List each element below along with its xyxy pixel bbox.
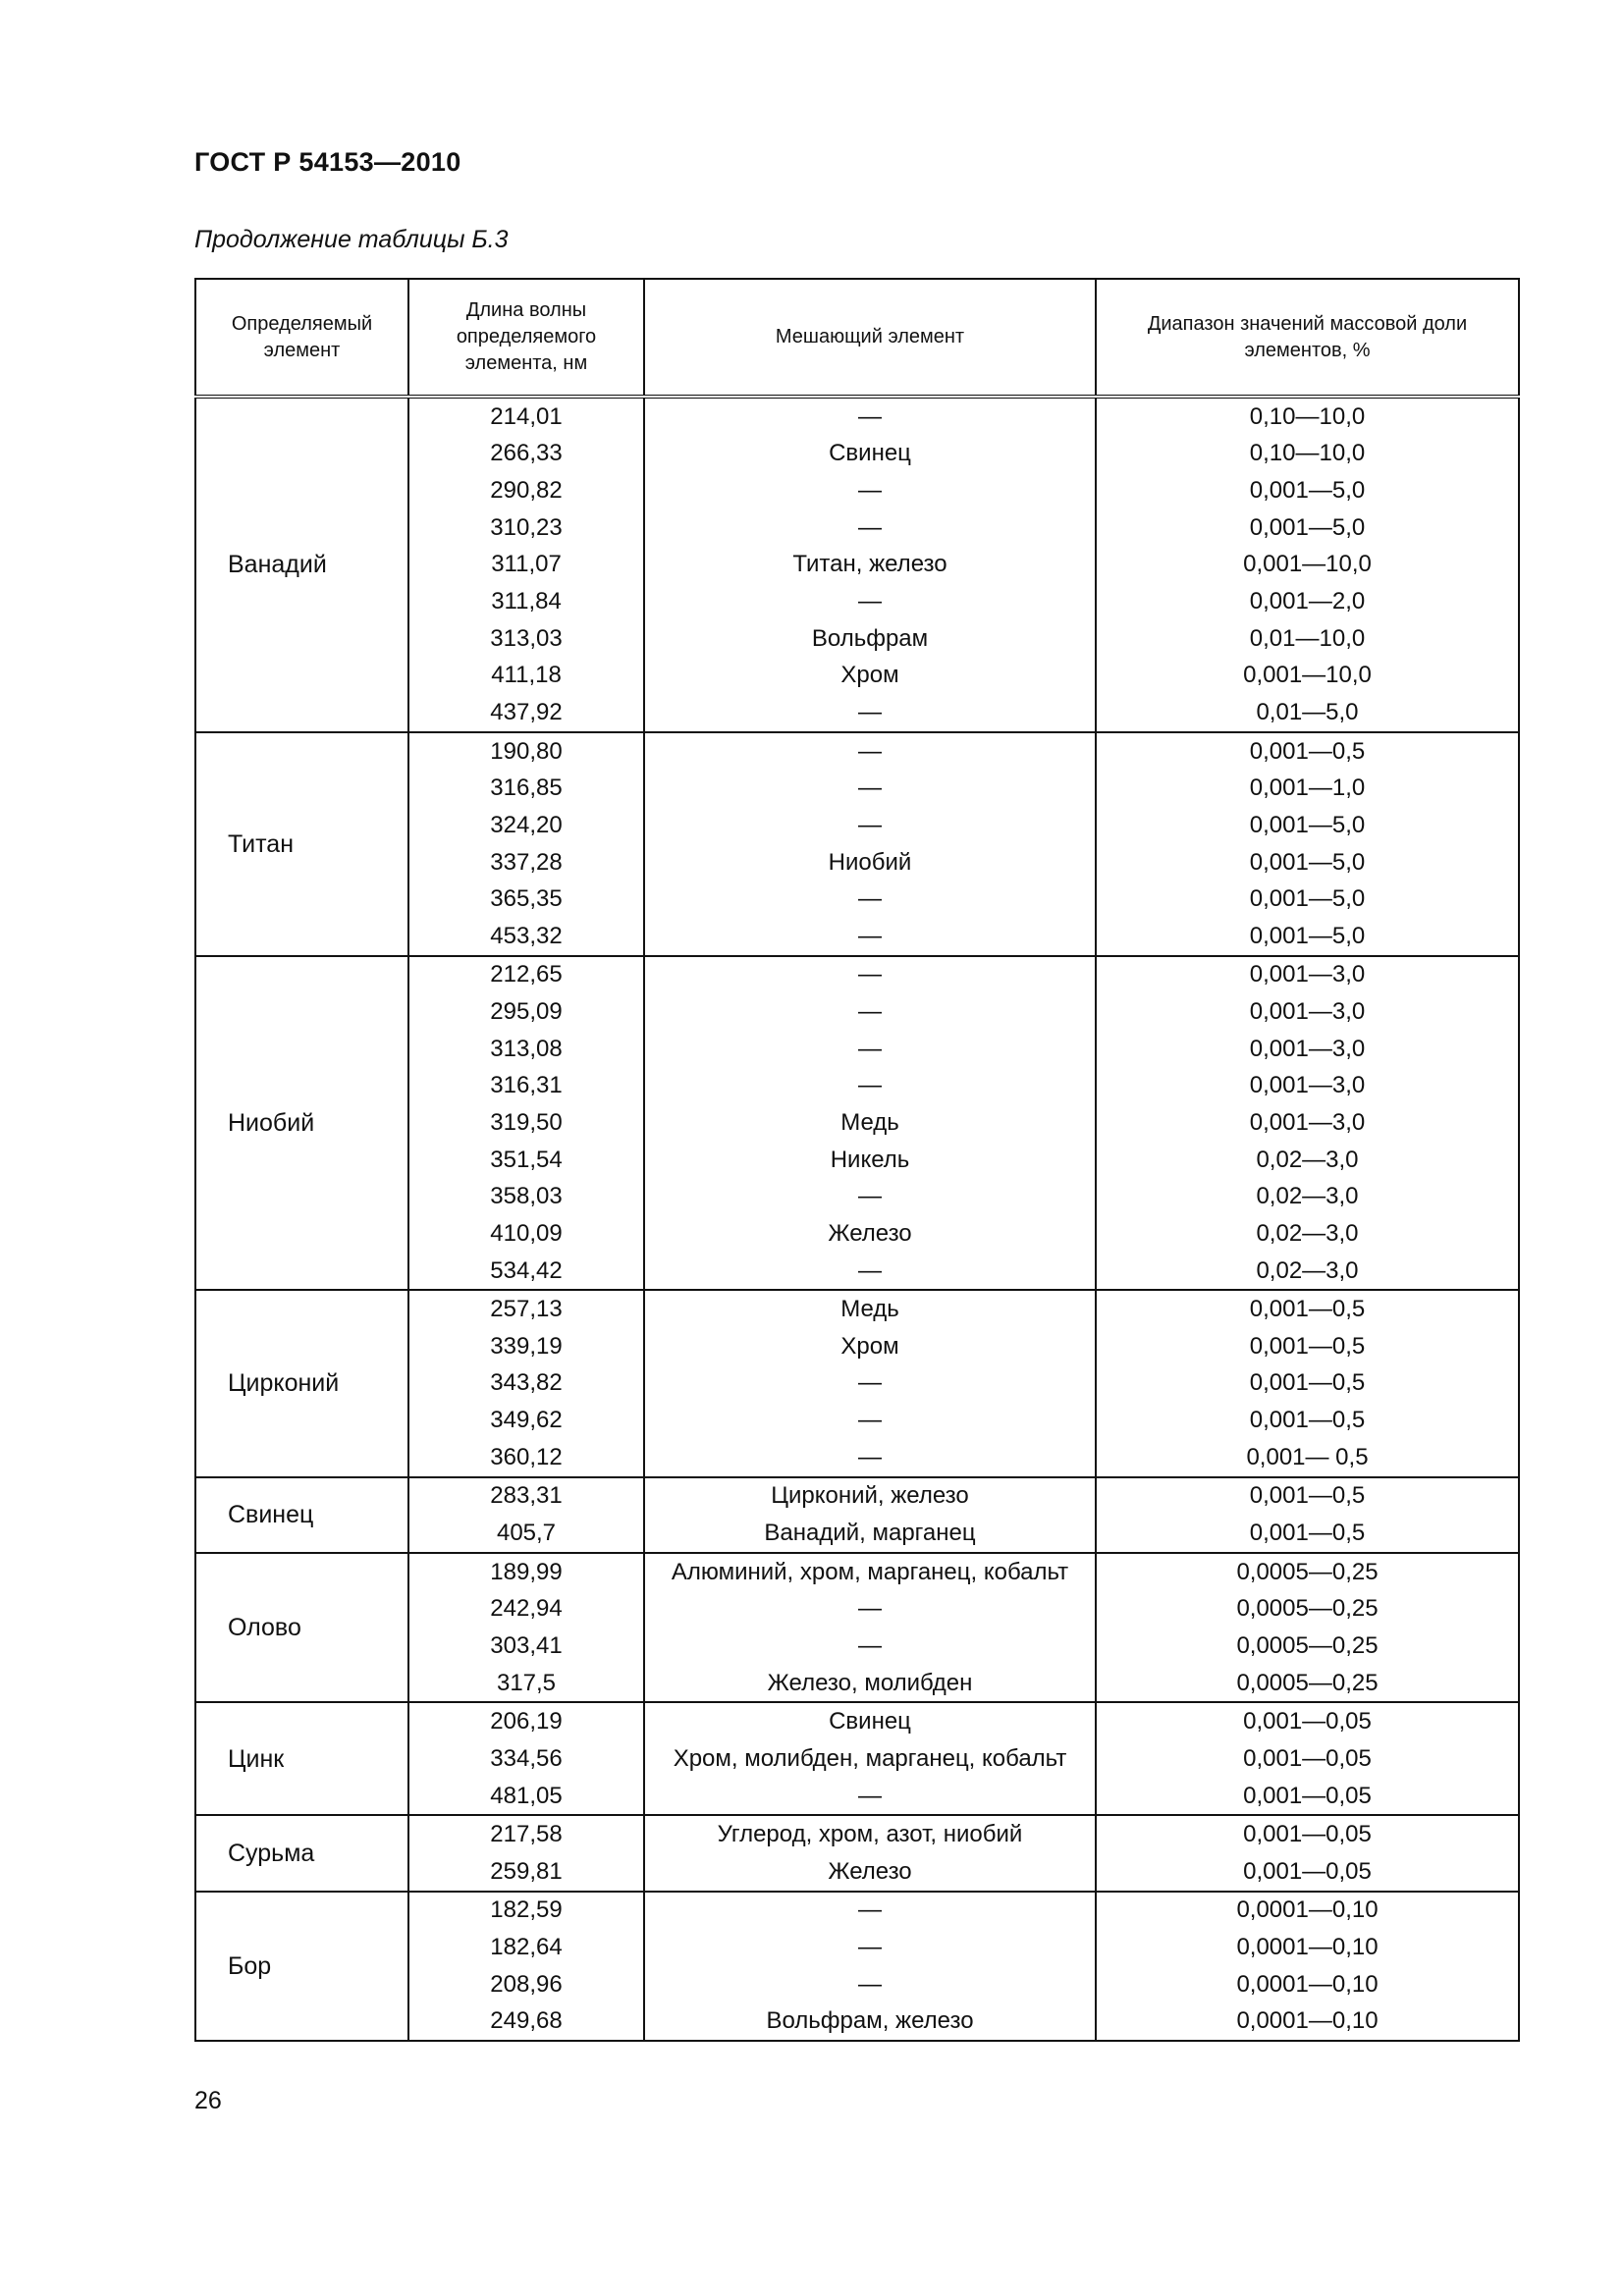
wavelength-cell: 319,50 [408,1104,644,1142]
interfering-cell: — [644,1402,1096,1439]
column-header-element: Определяемый элемент [195,279,408,397]
wavelength-cell: 365,35 [408,881,644,918]
wavelength-cell: 208,96 [408,1966,644,2003]
interfering-cell: — [644,1778,1096,1816]
range-cell: 0,0005—0,25 [1096,1591,1519,1629]
wavelength-cell: 249,68 [408,2003,644,2042]
range-cell: 0,001—3,0 [1096,1031,1519,1068]
range-cell: 0,10—10,0 [1096,436,1519,473]
interfering-cell: — [644,1178,1096,1215]
wavelength-cell: 411,18 [408,657,644,694]
wavelength-cell: 259,81 [408,1853,644,1892]
interfering-cell: Медь [644,1104,1096,1142]
range-cell: 0,001—0,5 [1096,1290,1519,1328]
range-cell: 0,001—0,5 [1096,1328,1519,1365]
interfering-cell: — [644,1929,1096,1966]
range-cell: 0,001—0,05 [1096,1778,1519,1816]
wavelength-cell: 283,31 [408,1477,644,1516]
range-cell: 0,001—2,0 [1096,583,1519,620]
interfering-cell: — [644,1591,1096,1629]
wavelength-cell: 358,03 [408,1178,644,1215]
wavelength-cell: 313,08 [408,1031,644,1068]
range-cell: 0,001—10,0 [1096,657,1519,694]
range-cell: 0,02—3,0 [1096,1253,1519,1291]
element-cell: Цирконий [195,1290,408,1476]
wavelength-cell: 266,33 [408,436,644,473]
interfering-cell: Цирконий, железо [644,1477,1096,1516]
range-cell: 0,001—0,05 [1096,1740,1519,1778]
interfering-cell: — [644,770,1096,807]
interfering-cell: Вольфрам [644,620,1096,658]
interfering-cell: — [644,881,1096,918]
table-row [195,1553,1519,1591]
range-cell: 0,0001—0,10 [1096,1929,1519,1966]
wavelength-cell: 303,41 [408,1628,644,1665]
range-cell: 0,02—3,0 [1096,1142,1519,1179]
interfering-cell: Ванадий, марганец [644,1515,1096,1553]
table-body [195,397,1519,2041]
wavelength-cell: 217,58 [408,1815,644,1853]
interfering-cell: Углерод, хром, азот, ниобий [644,1815,1096,1853]
table-row [195,956,1519,994]
wavelength-cell: 410,09 [408,1215,644,1253]
wavelength-cell: 310,23 [408,509,644,547]
wavelength-cell: 339,19 [408,1328,644,1365]
interfering-cell: — [644,1628,1096,1665]
element-cell: Бор [195,1892,408,2042]
data-table [194,278,1520,2042]
interfering-cell: — [644,1439,1096,1477]
range-cell: 0,001—5,0 [1096,509,1519,547]
wavelength-cell: 257,13 [408,1290,644,1328]
range-cell: 0,0005—0,25 [1096,1665,1519,1703]
interfering-cell: — [644,1365,1096,1403]
range-cell: 0,001—3,0 [1096,1068,1519,1105]
interfering-cell: Хром [644,1328,1096,1365]
range-cell: 0,001—5,0 [1096,844,1519,881]
range-cell: 0,02—3,0 [1096,1178,1519,1215]
range-cell: 0,001—0,5 [1096,1515,1519,1553]
wavelength-cell: 534,42 [408,1253,644,1291]
interfering-cell: — [644,1966,1096,2003]
wavelength-cell: 182,64 [408,1929,644,1966]
range-cell: 0,0001—0,10 [1096,1892,1519,1930]
interfering-cell: Свинец [644,436,1096,473]
interfering-cell: Ниобий [644,844,1096,881]
interfering-cell: — [644,583,1096,620]
interfering-cell: — [644,918,1096,956]
range-cell: 0,001—5,0 [1096,881,1519,918]
wavelength-cell: 311,07 [408,547,644,584]
range-cell: 0,001—0,5 [1096,1402,1519,1439]
table-header [195,279,1519,397]
interfering-cell: — [644,694,1096,732]
interfering-cell: Железо [644,1215,1096,1253]
element-cell: Олово [195,1553,408,1703]
interfering-cell: — [644,993,1096,1031]
wavelength-cell: 290,82 [408,472,644,509]
interfering-cell: — [644,397,1096,436]
wavelength-cell: 214,01 [408,397,644,436]
table-row [195,1815,1519,1853]
wavelength-cell: 453,32 [408,918,644,956]
interfering-cell: Вольфрам, железо [644,2003,1096,2042]
range-cell: 0,0005—0,25 [1096,1553,1519,1591]
range-cell: 0,001—0,5 [1096,1365,1519,1403]
wavelength-cell: 295,09 [408,993,644,1031]
interfering-cell: — [644,807,1096,844]
range-cell: 0,001—0,05 [1096,1853,1519,1892]
column-header-wavelength: Длина волны определяемого элемента, нм [408,279,644,397]
interfering-cell: — [644,732,1096,771]
interfering-cell: — [644,472,1096,509]
range-cell: 0,10—10,0 [1096,397,1519,436]
interfering-cell: Титан, железо [644,547,1096,584]
interfering-cell: Алюминий, хром, марганец, кобальт [644,1553,1096,1591]
interfering-cell: — [644,956,1096,994]
range-cell: 0,001—5,0 [1096,807,1519,844]
wavelength-cell: 334,56 [408,1740,644,1778]
wavelength-cell: 316,31 [408,1068,644,1105]
element-cell: Свинец [195,1477,408,1553]
range-cell: 0,001—3,0 [1096,956,1519,994]
document-header: ГОСТ Р 54153—2010 [194,147,461,177]
element-cell: Титан [195,732,408,956]
wavelength-cell: 206,19 [408,1702,644,1740]
wavelength-cell: 182,59 [408,1892,644,1930]
column-header-interfering: Мешающий элемент [644,279,1096,397]
range-cell: 0,001—3,0 [1096,1104,1519,1142]
table-caption: Продолжение таблицы Б.3 [194,226,509,253]
wavelength-cell: 311,84 [408,583,644,620]
wavelength-cell: 317,5 [408,1665,644,1703]
interfering-cell: — [644,1031,1096,1068]
wavelength-cell: 212,65 [408,956,644,994]
range-cell: 0,0005—0,25 [1096,1628,1519,1665]
wavelength-cell: 481,05 [408,1778,644,1816]
wavelength-cell: 405,7 [408,1515,644,1553]
element-cell: Ванадий [195,397,408,732]
range-cell: 0,001—0,5 [1096,732,1519,771]
interfering-cell: — [644,1892,1096,1930]
range-cell: 0,01—10,0 [1096,620,1519,658]
range-cell: 0,001—0,5 [1096,1477,1519,1516]
wavelength-cell: 313,03 [408,620,644,658]
wavelength-cell: 360,12 [408,1439,644,1477]
wavelength-cell: 437,92 [408,694,644,732]
wavelength-cell: 189,99 [408,1553,644,1591]
wavelength-cell: 324,20 [408,807,644,844]
table-row [195,397,1519,436]
table-row [195,1892,1519,1930]
element-cell: Ниобий [195,956,408,1291]
element-cell: Сурьма [195,1815,408,1891]
wavelength-cell: 316,85 [408,770,644,807]
range-cell: 0,01—5,0 [1096,694,1519,732]
wavelength-cell: 351,54 [408,1142,644,1179]
table-row [195,1477,1519,1516]
range-cell: 0,0001—0,10 [1096,1966,1519,2003]
page-number: 26 [194,2087,222,2114]
column-header-range: Диапазон значений массовой доли элементов, % [1096,279,1519,397]
range-cell: 0,001—0,05 [1096,1702,1519,1740]
range-cell: 0,001—3,0 [1096,993,1519,1031]
wavelength-cell: 190,80 [408,732,644,771]
interfering-cell: Хром, молибден, марганец, кобальт [644,1740,1096,1778]
wavelength-cell: 337,28 [408,844,644,881]
interfering-cell: Хром [644,657,1096,694]
interfering-cell: Свинец [644,1702,1096,1740]
table-row [195,1702,1519,1740]
range-cell: 0,001—5,0 [1096,918,1519,956]
interfering-cell: Железо, молибден [644,1665,1096,1703]
table-row [195,1290,1519,1328]
range-cell: 0,001—0,05 [1096,1815,1519,1853]
range-cell: 0,001— 0,5 [1096,1439,1519,1477]
range-cell: 0,001—5,0 [1096,472,1519,509]
range-cell: 0,001—10,0 [1096,547,1519,584]
interfering-cell: — [644,509,1096,547]
interfering-cell: — [644,1068,1096,1105]
interfering-cell: — [644,1253,1096,1291]
interfering-cell: Железо [644,1853,1096,1892]
range-cell: 0,0001—0,10 [1096,2003,1519,2042]
table-row [195,732,1519,771]
interfering-cell: Медь [644,1290,1096,1328]
wavelength-cell: 343,82 [408,1365,644,1403]
element-cell: Цинк [195,1702,408,1815]
wavelength-cell: 242,94 [408,1591,644,1629]
range-cell: 0,001—1,0 [1096,770,1519,807]
wavelength-cell: 349,62 [408,1402,644,1439]
interfering-cell: Никель [644,1142,1096,1179]
range-cell: 0,02—3,0 [1096,1215,1519,1253]
